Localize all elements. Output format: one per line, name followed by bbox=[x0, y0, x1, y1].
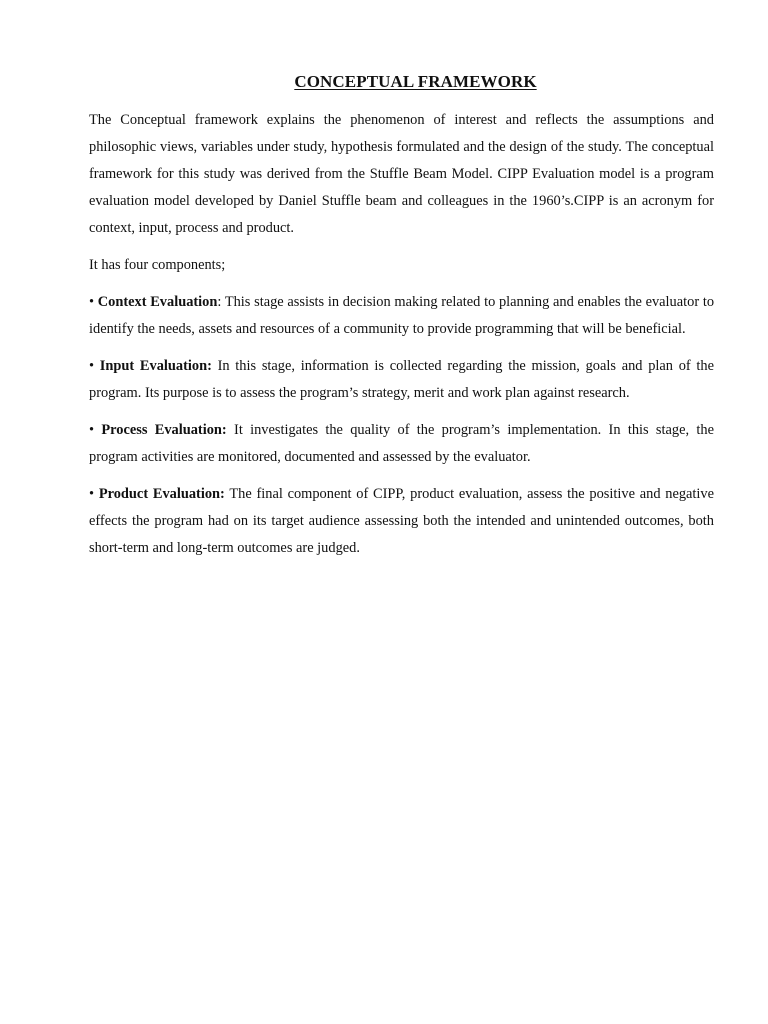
component-process bbox=[89, 417, 714, 471]
component-description: : This stage assists in decision making related to planning and enables the evaluator to identify the needs, assets and resources of a community to provide programming that will be beneficial. bbox=[89, 294, 715, 337]
component-input bbox=[89, 353, 714, 407]
components-lead: It has four components; bbox=[89, 257, 226, 273]
intro-paragraph: The Conceptual framework explains the phenomenon of interest and reflects the assumptions and philosophic views, variables under study, hypothesis formulated and the design of the study. The conceptual framework for this study was derived from the Stuffle Beam Model. CIPP Evaluation model is a program evaluation model developed by Daniel Stuffle beam and colleagues in the 1960’s.CIPP is an acronym for context, input, process and product. bbox=[89, 112, 714, 236]
bullet-marker: • bbox=[89, 358, 95, 374]
component-description: In this stage, information is collected regarding the mission, goals and plan of the program. Its purpose is to assess the program’s strategy, merit and work plan against research. bbox=[89, 358, 714, 401]
bullet-marker: • bbox=[89, 294, 95, 310]
bullet-marker: • bbox=[89, 422, 95, 438]
component-description: The final component of CIPP, product evaluation, assess the positive and negative effects the program had on its target audience assessing both the intended and unintended outcomes, both short-term and long-term outcomes are judged. bbox=[89, 486, 715, 556]
component-term: Input Evaluation: bbox=[99, 358, 212, 374]
component-term: Process Evaluation: bbox=[101, 422, 227, 438]
component-term: Context Evaluation bbox=[97, 294, 218, 310]
component-product bbox=[89, 481, 714, 562]
component-context bbox=[89, 289, 714, 343]
page-title: CONCEPTUAL FRAMEWORK bbox=[294, 72, 537, 91]
component-description: It investigates the quality of the program’s implementation. In this stage, the program activities are monitored, documented and assessed by the evaluator. bbox=[89, 422, 714, 465]
component-term: Product Evaluation: bbox=[98, 486, 225, 502]
bullet-marker: • bbox=[89, 486, 95, 502]
